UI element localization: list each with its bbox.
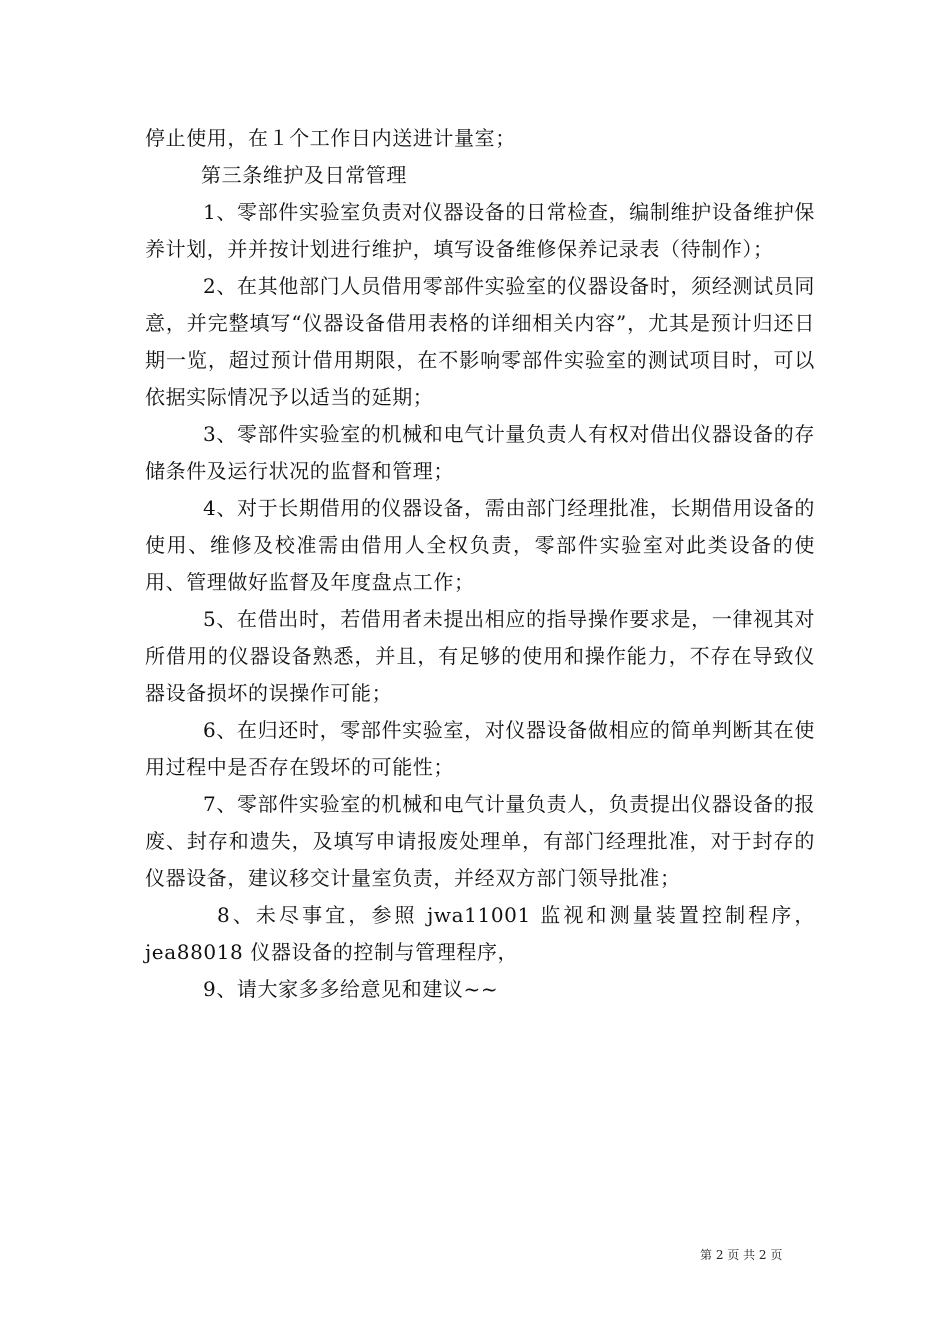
paragraph-item-1: 1、零部件实验室负责对仪器设备的日常检查，编制维护设备维护保养计划，并并按计划进行维护，填写设备维修保养记录表（待制作）； bbox=[145, 200, 815, 261]
paragraph-item-6: 6、在归还时，零部件实验室，对仪器设备做相应的简单判断其在使用过程中是否存在毁坏的可能性； bbox=[145, 718, 815, 779]
section-heading: 第三条维护及日常管理 bbox=[201, 163, 407, 187]
page-number-footer: 第 2 页 共 2 页 bbox=[700, 1248, 783, 1262]
paragraph-item-9: 9、请大家多多给意见和建议~~ bbox=[203, 977, 499, 1001]
paragraph-continuation: 停止使用，在１个工作日内送进计量室； bbox=[145, 126, 516, 150]
paragraph-item-7: 7、零部件实验室的机械和电气计量负责人，负责提出仪器设备的报废、封存和遗失，及填写申请报废处理单，有部门经理批准，对于封存的仪器设备，建议移交计量室负责，并经双方部门领导批准； bbox=[145, 792, 815, 890]
paragraph-item-8: 8、未尽事宜，参照 jwa11001 监视和测量装置控制程序，jea88018 仪器设备的控制与管理程序， bbox=[145, 903, 815, 964]
paragraph-item-2: 2、在其他部门人员借用零部件实验室的仪器设备时，须经测试员同意，并完整填写“仪器设备借用表格的详细相关内容”，尤其是预计归还日期一览，超过预计借用期限，在不影响零部件实验室的测试项目时，可以依据实际情况予以适当的延期； bbox=[145, 274, 815, 409]
paragraph-item-3: 3、零部件实验室的机械和电气计量负责人有权对借出仪器设备的存储条件及运行状况的监督和管理； bbox=[145, 422, 815, 483]
paragraph-item-5: 5、在借出时，若借用者未提出相应的指导操作要求是，一律视其对所借用的仪器设备熟悉，并且，有足够的使用和操作能力，不存在导致仪器设备损坏的误操作可能； bbox=[145, 607, 815, 705]
document-body bbox=[145, 120, 815, 1008]
paragraph-item-4: 4、对于长期借用的仪器设备，需由部门经理批准，长期借用设备的使用、维修及校准需由借用人全权负责，零部件实验室对此类设备的使用、管理做好监督及年度盘点工作； bbox=[145, 496, 815, 594]
